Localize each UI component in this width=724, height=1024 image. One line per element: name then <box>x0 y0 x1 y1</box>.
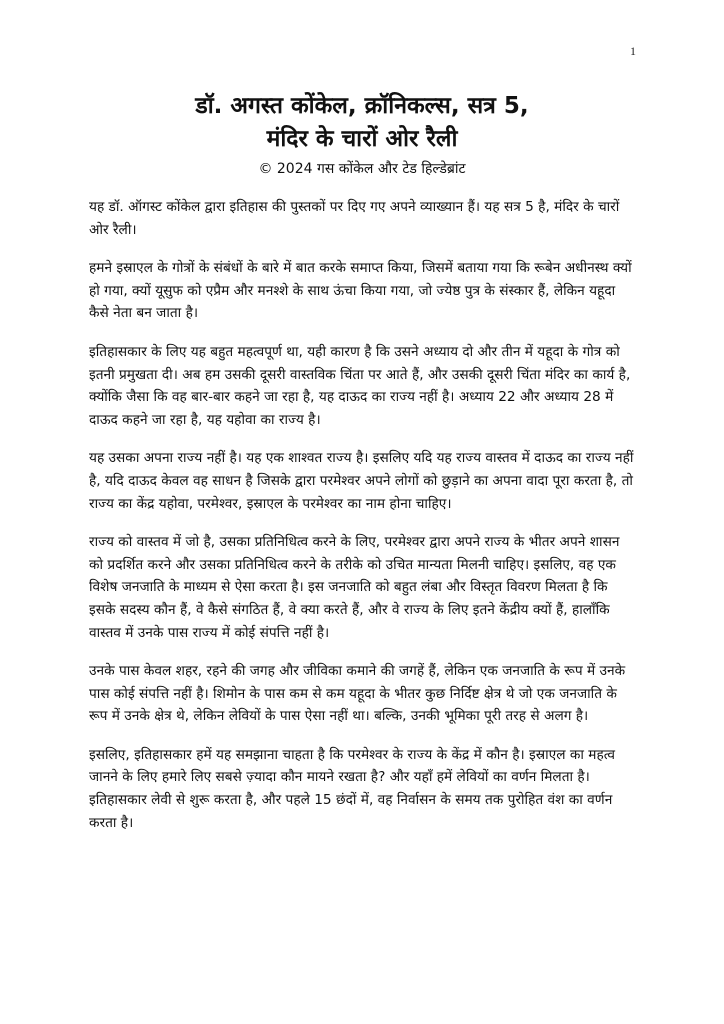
document-title-line-2: मंदिर के चारों ओर रैली <box>266 126 458 152</box>
paragraph: इसलिए, इतिहासकार हमें यह समझाना चाहता है कि परमेश्वर के राज्य के केंद्र में कौन है। इस्राएल का महत्व जानने के लिए हमारे लिए सबसे ज़्यादा कौन मायने रखता है? और यहाँ हमें लेवियों का वर्णन मिलता है। इतिहासकार लेवी से शुरू करता है, और पहले 15 छंदों में, वह निर्वासन के समय तक पुरोहित वंश का वर्णन करता है। <box>89 746 615 831</box>
body-text <box>89 196 637 850</box>
document-title-line-1: डॉ. अगस्त कोंकेल, क्रॉनिकल्स, सत्र 5, <box>195 93 529 119</box>
title-block <box>60 90 664 180</box>
paragraph: हमने इस्राएल के गोत्रों के संबंधों के बारे में बात करके समाप्त किया, जिसमें बताया गया कि रूबेन अधीनस्थ क्यों हो गया, क्यों यूसुफ को एप्रैम और मनश्शे के साथ ऊंचा किया गया, जो ज्येष्ठ पुत्र के संस्कार हैं, लेकिन यहूदा कैसे नेता बन जाता है। <box>89 260 632 322</box>
paragraph: यह उसका अपना राज्य नहीं है। यह एक शाश्वत राज्य है। इसलिए यदि यह राज्य वास्तव में दाऊद का राज्य नहीं है, यदि दाऊद केवल वह साधन है जिसके द्वारा परमेश्वर अपने लोगों को छुड़ाने का अपना वादा पूरा करता है, तो राज्य का केंद्र यहोवा, परमेश्वर, इस्राएल के परमेश्वर का नाम होना चाहिए। <box>89 450 634 512</box>
copyright-notice: © 2024 गस कोंकेल और टेड हिल्डेब्रांट <box>258 161 466 177</box>
paragraph: इतिहासकार के लिए यह बहुत महत्वपूर्ण था, यही कारण है कि उसने अध्याय दो और तीन में यहूदा के गोत्र को इतनी प्रमुखता दी। अब हम उसकी दूसरी वास्तविक चिंता पर आते हैं, और उसकी दूसरी चिंता मंदिर का कार्य है, क्योंकि जैसा कि वह बार-बार कहने जा रहा है, यह दाऊद का राज्य नहीं है। अध्याय 22 और अध्याय 28 में दाऊद कहने जा रहा है, यह यहोवा का राज्य है। <box>89 343 631 428</box>
paragraph: राज्य को वास्तव में जो है, उसका प्रतिनिधित्व करने के लिए, परमेश्वर द्वारा अपने राज्य के भीतर अपने शासन को प्रदर्शित करने और उसका प्रतिनिधित्व करने के तरीके को उचित मान्यता मिलनी चाहिए। इसलिए, वह एक विशेष जनजाति के माध्यम से ऐसा करता है। इस जनजाति को बहुत लंबा और विस्तृत विवरण मिलता है कि इसके सदस्य कौन हैं, वे कैसे संगठित हैं, वे क्या करते हैं, और वे राज्य के लिए इतने केंद्रीय क्यों हैं, हालाँकि वास्तव में उनके पास राज्य में कोई संपत्ति नहीं है। <box>89 534 620 641</box>
paragraph: यह डॉ. ऑगस्ट कोंकेल द्वारा इतिहास की पुस्तकों पर दिए गए अपने व्याख्यान हैं। यह सत्र 5 है, मंदिर के चारों ओर रैली। <box>89 199 620 238</box>
paragraph: उनके पास केवल शहर, रहने की जगह और जीविका कमाने की जगहें हैं, लेकिन एक जनजाति के रूप में उनके पास कोई संपत्ति नहीं है। शिमोन के पास कम से कम यहूदा के भीतर कुछ निर्दिष्ट क्षेत्र थे जो एक जनजाति के रूप में उनके क्षेत्र थे, लेकिन लेवियों के पास ऐसा नहीं था। बल्कि, उनकी भूमिका पूरी तरह से अलग है। <box>89 663 626 725</box>
page-number: 1 <box>630 44 636 58</box>
